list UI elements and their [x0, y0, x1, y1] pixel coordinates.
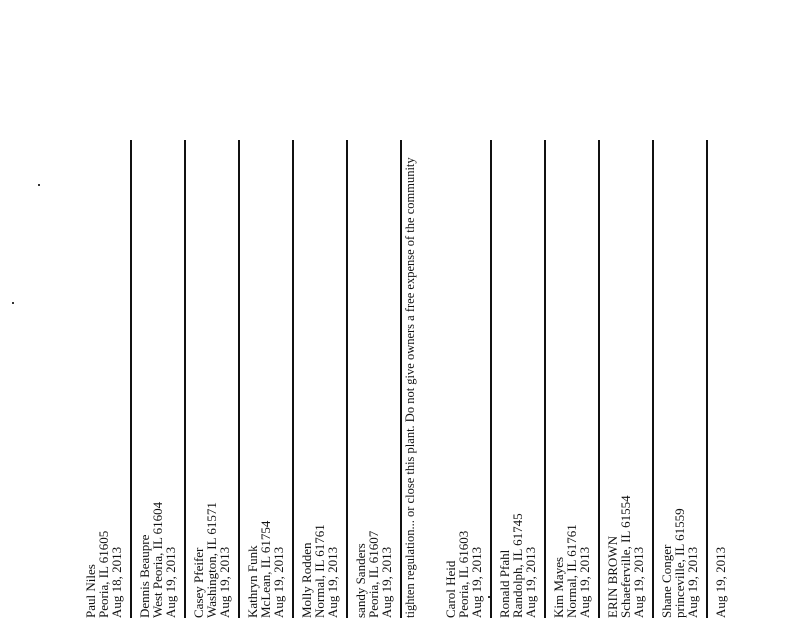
entry-city: Peoria, IL 61603: [456, 530, 471, 618]
entry-date: Aug 19, 2013: [325, 546, 340, 618]
entry-city: Washington, IL 61571: [204, 502, 219, 618]
entry-name: sandy Sanders: [353, 543, 368, 618]
separator-rule: [490, 140, 492, 618]
entry-date: Aug 19, 2013: [685, 546, 700, 618]
signature-entry: [714, 140, 730, 618]
entry-name: Molly Rodden: [299, 542, 314, 618]
separator-rule: [544, 140, 546, 618]
signature-entry: [498, 140, 540, 618]
signature-entry: [84, 140, 126, 618]
scan-speck: [38, 184, 40, 186]
entry-date: Aug 19, 2013: [523, 546, 538, 618]
signature-entry: [606, 140, 648, 618]
signature-entry: [192, 140, 234, 618]
entry-name: Carol Heid: [443, 560, 458, 618]
entry-name: Kathryn Funk: [245, 545, 260, 618]
entry-date: Aug 19, 2013: [713, 546, 728, 618]
entry-date: Aug 19, 2013: [469, 546, 484, 618]
separator-rule: [598, 140, 600, 618]
entry-date: Aug 18, 2013: [109, 546, 124, 618]
separator-rule: [346, 140, 348, 618]
entry-name: Shane Conger: [659, 544, 674, 618]
entry-name: Casey Pfeifer: [191, 547, 206, 618]
entry-city: Normal, IL 61761: [312, 524, 327, 618]
entry-city: Peoria, IL 61605: [96, 530, 111, 618]
entry-date: Aug 19, 2013: [379, 546, 394, 618]
separator-rule: [706, 140, 708, 618]
entry-city: Normal, IL 61761: [564, 524, 579, 618]
signature-entry: [300, 140, 342, 618]
separator-rule: [238, 140, 240, 618]
signature-entry: [354, 140, 396, 618]
entry-date: Aug 19, 2013: [217, 546, 232, 618]
scan-speck: [488, 596, 490, 598]
entry-name: ERIN BROWN: [605, 536, 620, 618]
entry-name: Ronald Pfahl: [497, 549, 512, 618]
entry-city: Schaeferville, IL 61554: [618, 495, 633, 618]
entry-city: Peoria, IL 61607: [366, 530, 381, 618]
separator-rule: [400, 140, 402, 618]
scan-speck: [12, 302, 14, 304]
entry-date: Aug 19, 2013: [577, 546, 592, 618]
signature-entry: [552, 140, 594, 618]
separator-rule: [130, 140, 132, 618]
comment-line: expense of the community: [403, 157, 417, 290]
entry-city: princeville, IL 61559: [672, 508, 687, 618]
separator-rule: [652, 140, 654, 618]
comment-line: tighten regulation... or close this plant. Do not give owners a free: [403, 292, 417, 618]
entry-date: Aug 19, 2013: [631, 546, 646, 618]
entry-name: Dennis Beaupre: [137, 534, 152, 618]
separator-rule: [184, 140, 186, 618]
signature-entry: [444, 140, 486, 618]
entry-date: Aug 19, 2013: [163, 546, 178, 618]
signature-entry: [660, 140, 702, 618]
entry-city: Randolph, IL 61745: [510, 513, 525, 618]
separator-rule: [292, 140, 294, 618]
entry-city: West Peoria, IL 61604: [150, 501, 165, 618]
signature-entry: [246, 140, 288, 618]
signature-entry: [138, 140, 180, 618]
entry-city: McLean, IL 61754: [258, 520, 273, 618]
entry-name: Kim Mayes: [551, 556, 566, 618]
signature-comment: [404, 140, 434, 618]
entry-name: Paul Niles: [83, 564, 98, 618]
entry-date: Aug 19, 2013: [271, 546, 286, 618]
